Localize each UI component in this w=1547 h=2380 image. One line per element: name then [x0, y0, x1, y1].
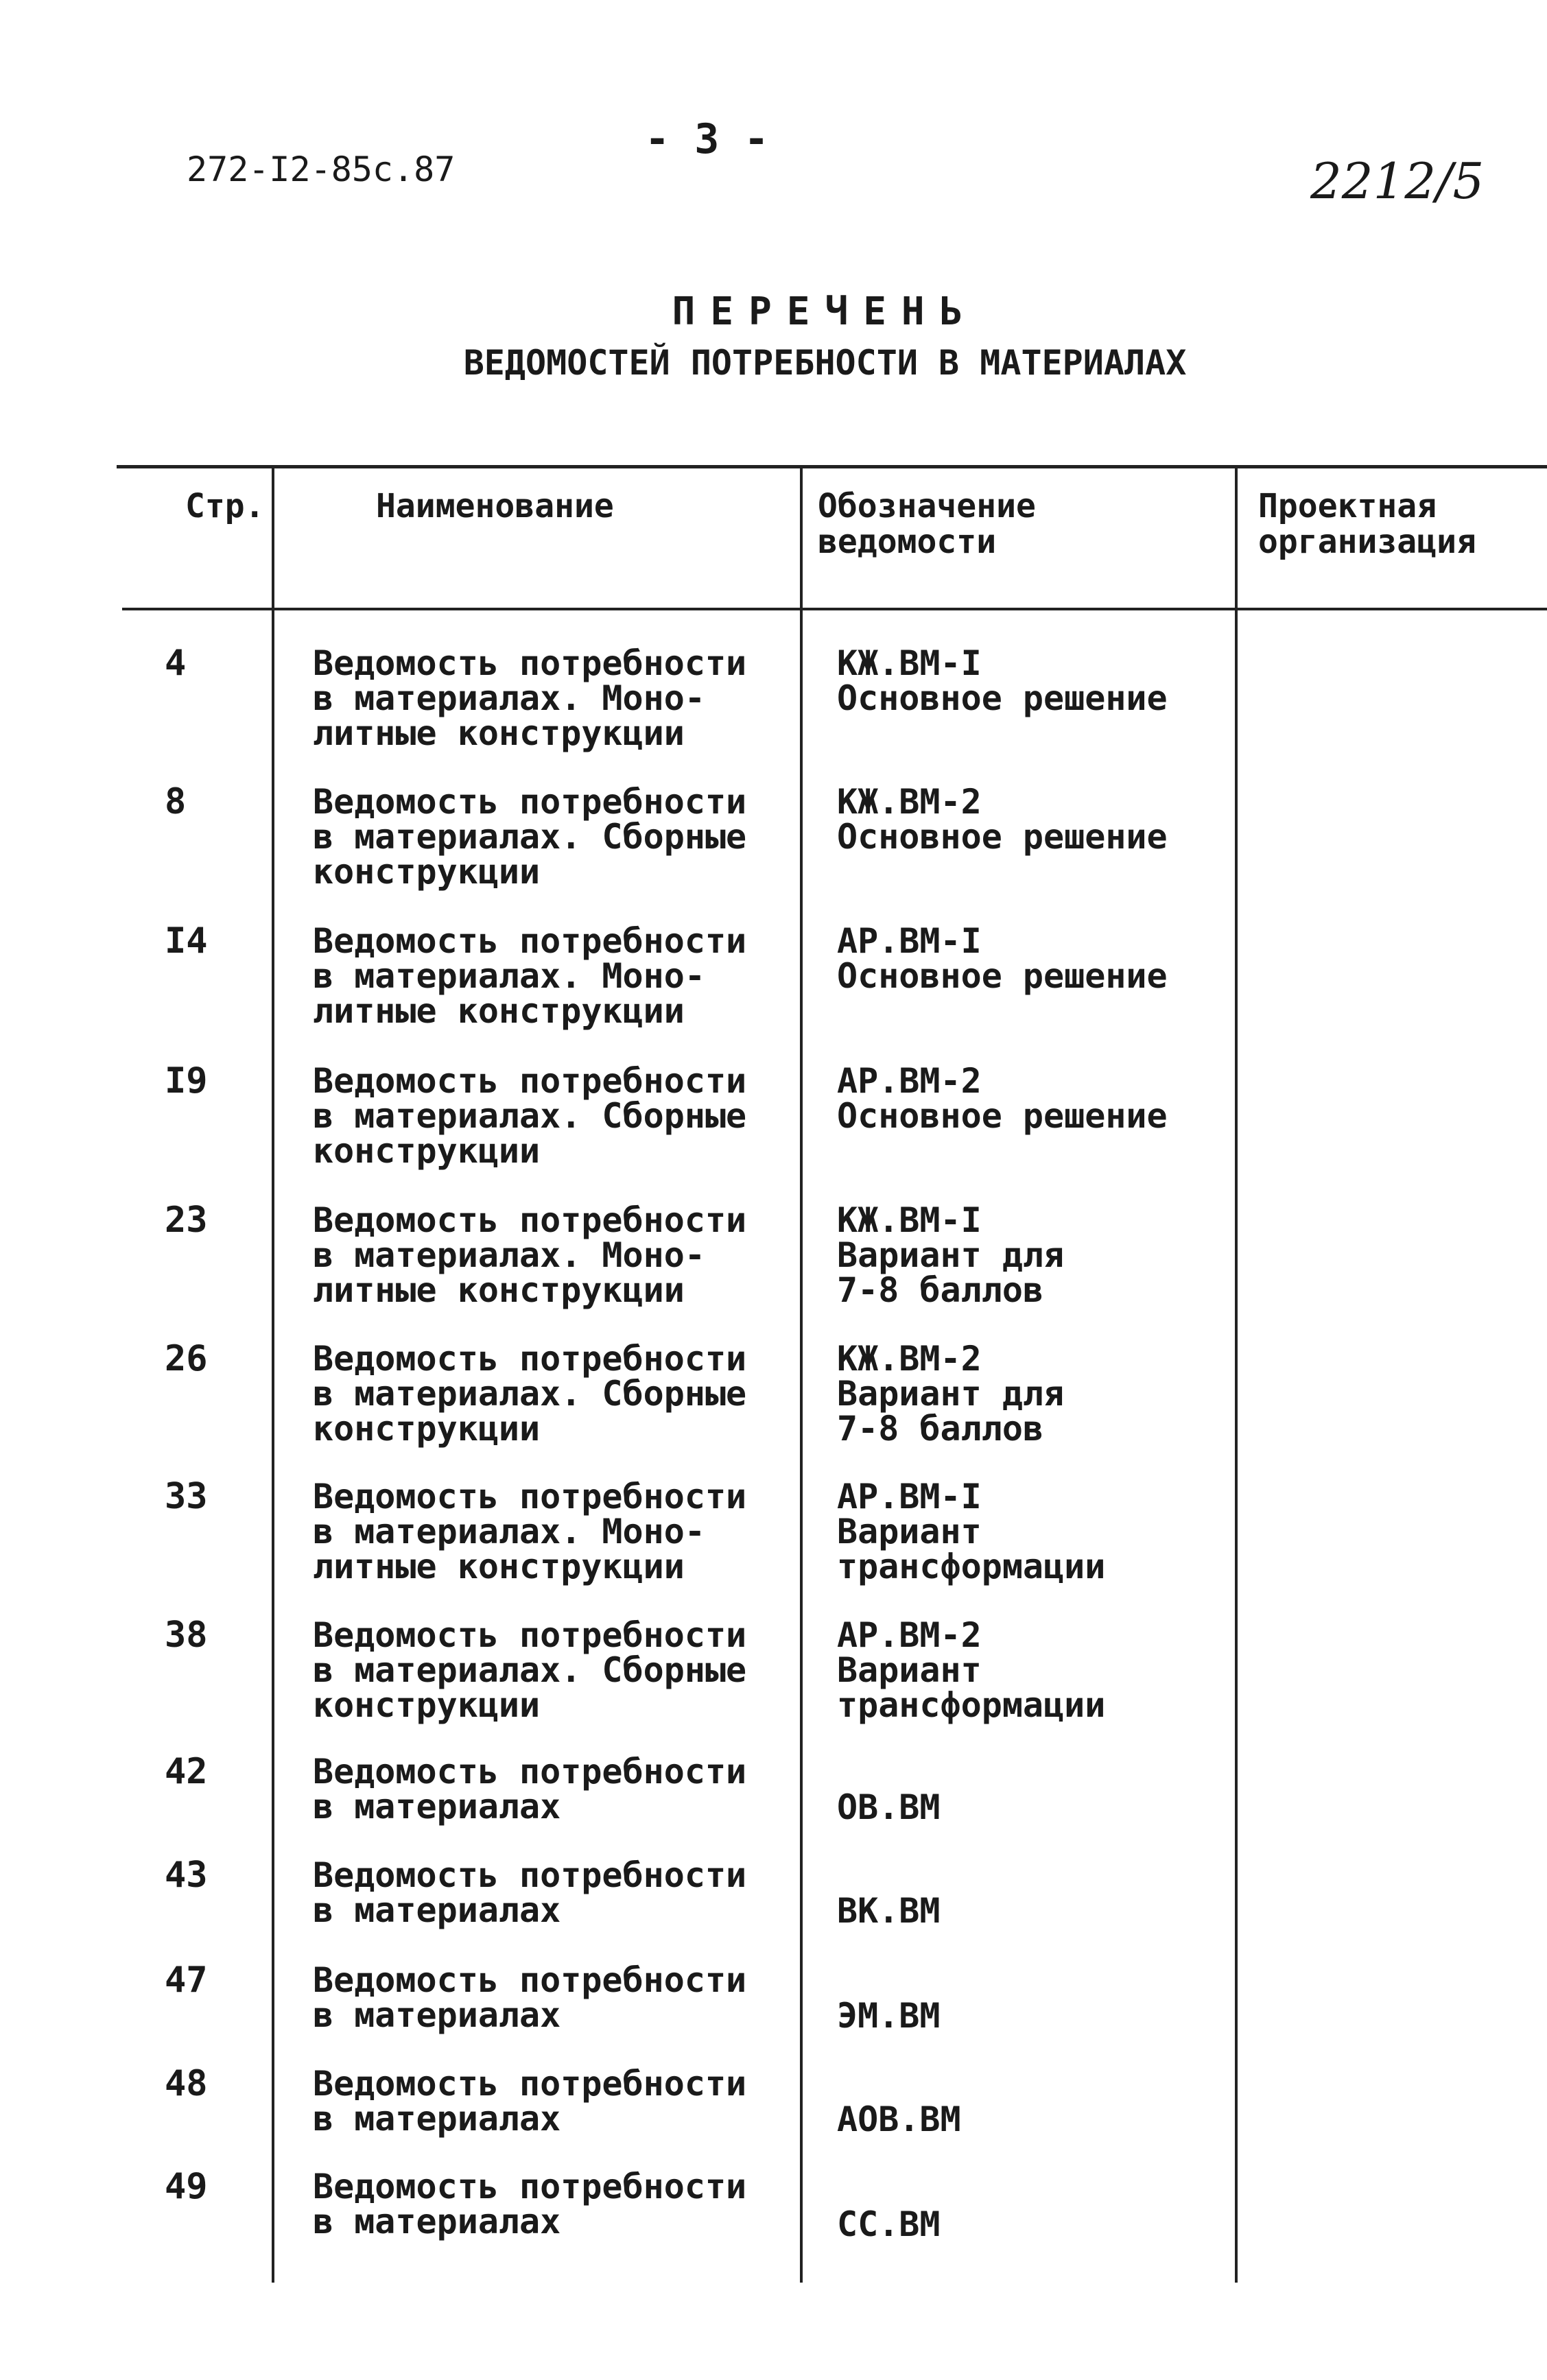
header-organization: Проектная организация — [1258, 487, 1476, 561]
row-designation: АР.ВМ-2 Основное решение — [837, 1061, 1168, 1136]
row-designation: АР.ВМ-I Основное решение — [837, 921, 1168, 996]
column-divider-1 — [272, 466, 274, 2283]
row-designation: КЖ.ВМ-2 Основное решение — [837, 782, 1168, 857]
handwritten-number: 2212/5 — [1310, 152, 1485, 210]
row-designation: КЖ.ВМ-I Основное решение — [837, 643, 1168, 718]
row-page: 49 — [165, 2166, 208, 2207]
row-page: 8 — [165, 781, 187, 822]
row-name: Ведомость потребности в материалах — [313, 2064, 747, 2139]
row-designation: КЖ.ВМ-I Вариант для 7-8 баллов — [837, 1200, 1065, 1310]
header-page: Стр. — [185, 487, 265, 525]
row-name: Ведомость потребности в материалах — [313, 2167, 747, 2241]
row-name: Ведомость потребности в материалах. Моно- литные конструкции — [313, 921, 747, 1031]
row-name: Ведомость потребности в материалах — [313, 1960, 747, 2035]
row-page: 33 — [165, 1476, 208, 1517]
row-designation: КЖ.ВМ-2 Вариант для 7-8 баллов — [837, 1339, 1065, 1449]
header-name: Наименование — [376, 487, 614, 525]
row-page: 38 — [165, 1615, 208, 1656]
row-page: 47 — [165, 1960, 208, 2001]
row-page: 48 — [165, 2063, 208, 2104]
row-name: Ведомость потребности в материалах. Моно- литные конструкции — [313, 1200, 747, 1310]
row-designation: АР.ВМ-2 Вариант трансформации — [837, 1615, 1106, 1725]
row-name: Ведомость потребности в материалах — [313, 1855, 747, 1930]
row-designation: ЭМ.ВМ — [837, 1996, 941, 2036]
row-name: Ведомость потребности в материалах. Сборные конструкции — [313, 1339, 747, 1449]
column-divider-2 — [800, 466, 803, 2283]
header-designation: Обозначение ведомости — [818, 487, 1036, 561]
row-page: 26 — [165, 1338, 208, 1379]
row-designation: СС.ВМ — [837, 2204, 941, 2244]
table-top-rule — [117, 465, 1547, 468]
row-page: 4 — [165, 643, 187, 684]
row-page: 42 — [165, 1751, 208, 1792]
row-name: Ведомость потребности в материалах. Сборные конструкции — [313, 1061, 747, 1171]
row-page: I4 — [165, 920, 208, 962]
row-name: Ведомость потребности в материалах. Моно- литные конструкции — [313, 643, 747, 753]
row-name: Ведомость потребности в материалах — [313, 1752, 747, 1826]
row-designation: ОВ.ВМ — [837, 1787, 941, 1827]
row-designation: ВК.ВМ — [837, 1891, 941, 1931]
row-name: Ведомость потребности в материалах. Сборные конструкции — [313, 1615, 747, 1725]
row-page: I9 — [165, 1060, 208, 1102]
header-bottom-rule — [122, 608, 1547, 610]
column-divider-3 — [1235, 466, 1238, 2283]
page-subtitle: ВЕДОМОСТЕЙ ПОТРЕБНОСТИ В МАТЕРИАЛАХ — [463, 343, 1187, 383]
row-name: Ведомость потребности в материалах. Сборные конструкции — [313, 782, 747, 892]
page-title: ПЕРЕЧЕНЬ — [672, 289, 978, 334]
document-code: 272-I2-85c.87 — [187, 150, 456, 189]
page-number: - 3 - — [645, 115, 769, 163]
row-name: Ведомость потребности в материалах. Моно- литные конструкции — [313, 1477, 747, 1586]
row-designation: АОВ.ВМ — [837, 2099, 961, 2139]
row-page: 43 — [165, 1855, 208, 1896]
row-page: 23 — [165, 1200, 208, 1241]
row-designation: АР.ВМ-I Вариант трансформации — [837, 1477, 1106, 1586]
